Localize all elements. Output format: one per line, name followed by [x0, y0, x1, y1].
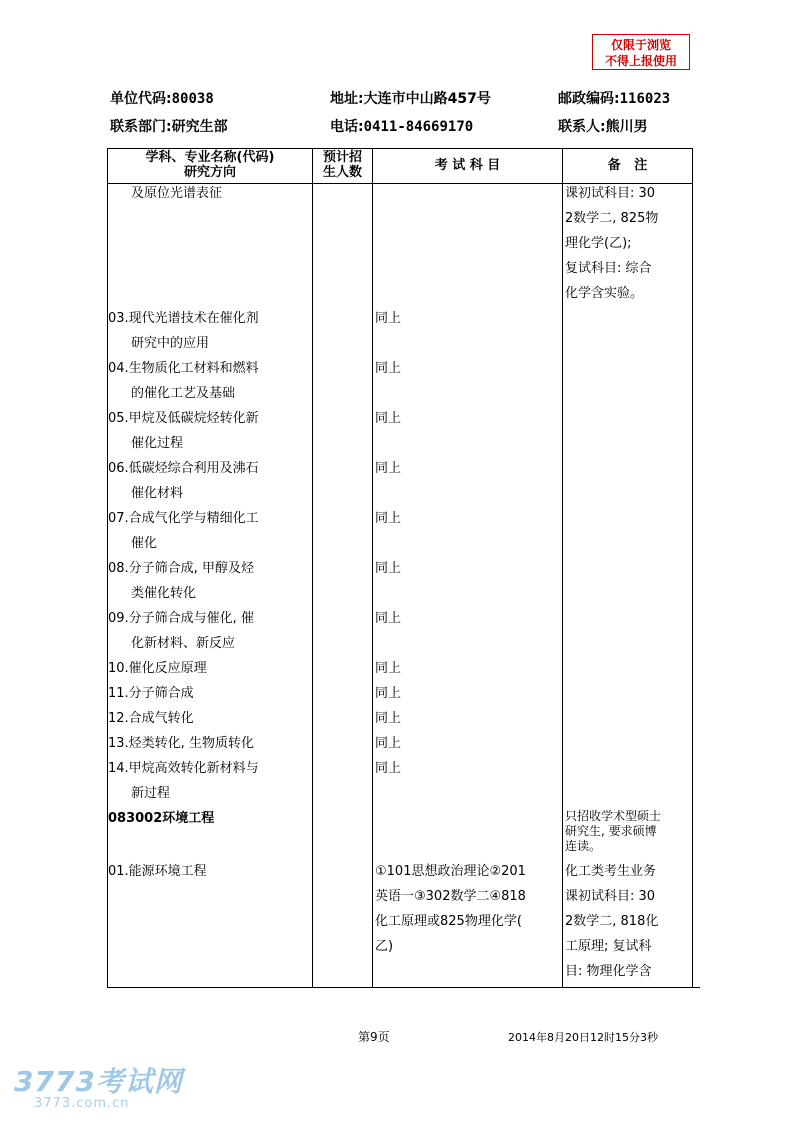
discipline-title: 083002环境工程 — [108, 811, 215, 826]
postal-code: 邮政编码:116023 — [558, 91, 671, 107]
exam-subject-line: 化工原理或825物理化学( — [375, 914, 522, 929]
research-direction: 催化材料 — [131, 486, 184, 501]
research-direction: 07.合成气化学与精细化工 — [108, 511, 259, 526]
exam-same: 同上 — [375, 736, 402, 751]
note-line: 化学含实验。 — [565, 286, 644, 301]
research-direction: 14.甲烷高效转化新材料与 — [108, 761, 259, 776]
page-number: 第9页 — [358, 1030, 390, 1044]
print-timestamp: 2014年8月20日12时15分3秒 — [508, 1031, 658, 1044]
research-direction: 04.生物质化工材料和燃料 — [108, 361, 259, 376]
exam-subject-line: ①101思想政治理论②201 — [375, 864, 526, 879]
note-line: 2数学二, 818化 — [565, 914, 659, 929]
usage-stamp — [592, 34, 690, 70]
exam-same: 同上 — [375, 611, 402, 626]
table-divider-1 — [312, 148, 313, 988]
note-line: 连读。 — [565, 839, 602, 853]
research-direction: 01.能源环境工程 — [108, 864, 207, 879]
table-divider-3 — [562, 148, 563, 988]
note-line: 复试科目: 综合 — [565, 261, 652, 276]
contact-dept: 联系部门:研究生部 — [110, 119, 228, 135]
note-line: 只招收学术型硕士 — [565, 809, 662, 823]
header-exam-subjects: 考 试 科 目 — [434, 158, 501, 173]
research-direction: 11.分子筛合成 — [108, 686, 194, 701]
exam-same: 同上 — [375, 561, 402, 576]
note-line: 研究生, 要求硕博 — [565, 824, 657, 838]
research-direction: 10.催化反应原理 — [108, 661, 207, 676]
exam-same: 同上 — [375, 711, 402, 726]
exam-same: 同上 — [375, 461, 402, 476]
exam-same: 同上 — [375, 661, 402, 676]
table-border-right — [692, 148, 693, 988]
research-direction: 13.烃类转化, 生物质转化 — [108, 736, 254, 751]
research-direction: 化新材料、新反应 — [131, 636, 236, 651]
note-line: 目: 物理化学含 — [565, 964, 652, 979]
watermark-url: 3773.com.cn — [34, 1096, 130, 1111]
research-direction: 催化 — [131, 536, 158, 551]
note-line: 工原理; 复试科 — [565, 939, 652, 954]
exam-same: 同上 — [375, 511, 402, 526]
research-direction: 09.分子筛合成与催化, 催 — [108, 611, 254, 626]
exam-same: 同上 — [375, 361, 402, 376]
stamp-line-2: 不得上报使用 — [604, 54, 677, 68]
contact-person: 联系人:熊川男 — [558, 119, 648, 135]
table-divider-2 — [372, 148, 373, 988]
table-border-top — [107, 148, 693, 149]
watermark-logo: 3773考试网 — [14, 1065, 183, 1098]
note-line: 课初试科目: 30 — [565, 186, 656, 201]
research-direction: 及原位光谱表征 — [131, 186, 223, 201]
exam-subject-line: 英语一③302数学二④818 — [375, 889, 526, 904]
header-notes: 备 注 — [607, 158, 648, 173]
research-direction: 的催化工艺及基础 — [131, 386, 236, 401]
research-direction: 06.低碳烃综合利用及沸石 — [108, 461, 259, 476]
note-line: 课初试科目: 30 — [565, 889, 656, 904]
stamp-line-1: 仅限于浏览 — [610, 38, 671, 52]
research-direction: 12.合成气转化 — [108, 711, 194, 726]
phone: 电话:0411-84669170 — [330, 119, 474, 135]
table-border-bottom — [107, 987, 700, 988]
research-direction: 研究中的应用 — [131, 336, 210, 351]
research-direction: 新过程 — [131, 786, 171, 801]
unit-code: 单位代码:80038 — [110, 91, 214, 107]
research-direction: 03.现代光谱技术在催化剂 — [108, 311, 259, 326]
research-direction: 催化过程 — [131, 436, 184, 451]
note-line: 化工类考生业务 — [565, 864, 657, 879]
exam-same: 同上 — [375, 411, 402, 426]
header-discipline: 学科、专业名称(代码) 研究方向 — [145, 150, 275, 180]
exam-same: 同上 — [375, 311, 402, 326]
research-direction: 类催化转化 — [131, 586, 197, 601]
address: 地址:大连市中山路457号 — [330, 91, 491, 107]
exam-same: 同上 — [375, 686, 402, 701]
exam-same: 同上 — [375, 761, 402, 776]
exam-subject-line: 乙) — [375, 939, 394, 954]
note-line: 2数学二, 825物 — [565, 211, 659, 226]
research-direction: 08.分子筛合成, 甲醇及烃 — [108, 561, 254, 576]
note-line: 理化学(乙); — [565, 236, 632, 251]
research-direction: 05.甲烷及低碳烷烃转化新 — [108, 411, 259, 426]
header-enrollment: 预计招 生人数 — [322, 150, 362, 180]
